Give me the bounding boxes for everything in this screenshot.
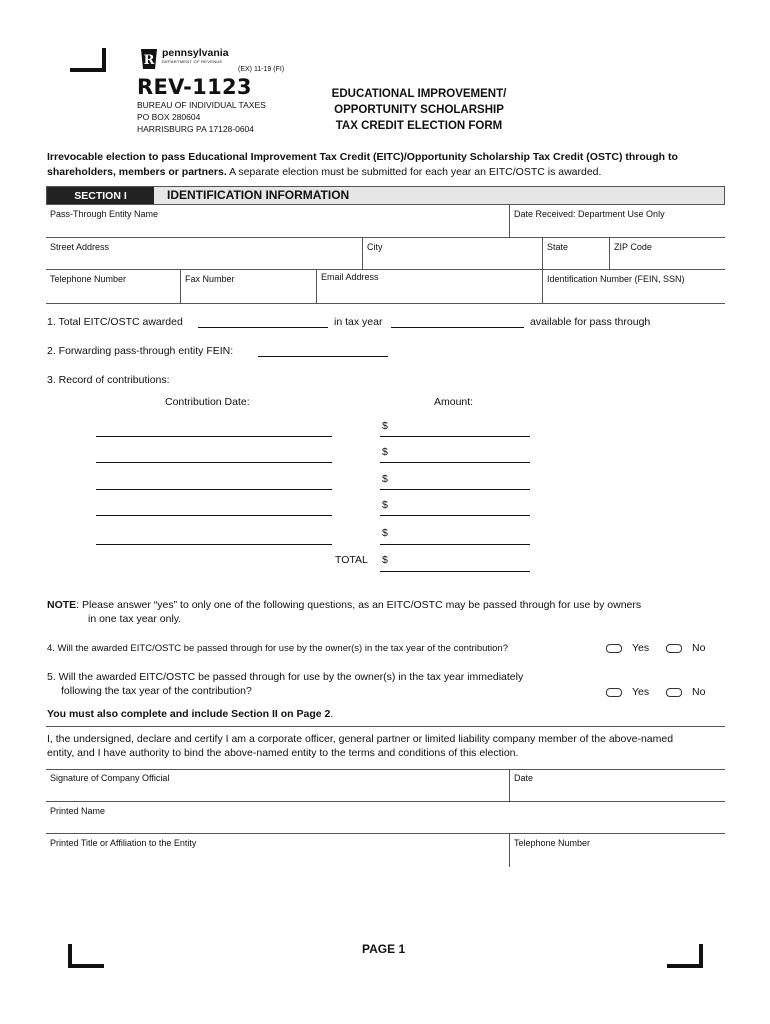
crop-mark-bottom-right [667,944,703,968]
intro-normal: A separate election must be submitted for each year an EITC/OSTC is awarded. [226,166,602,178]
q4-no-option[interactable] [666,642,705,654]
street-address-field[interactable] [46,238,362,269]
state-field[interactable] [542,238,609,269]
note-text-2: in one tax year only. [88,613,182,625]
q1-amount-input[interactable] [198,327,328,328]
q5-no-option[interactable] [666,686,705,698]
dollar-sign: $ [382,499,388,511]
signature-row [46,769,725,802]
page-number: PAGE 1 [362,942,406,956]
date-received-field [509,205,725,237]
q1-end: available for pass through [530,316,651,328]
form-title-line: OPPORTUNITY SCHOLARSHIP [334,104,504,116]
contribution-date-input[interactable] [96,436,332,437]
total-label: TOTAL [335,554,368,566]
field-label: Telephone Number [514,838,591,848]
field-label: ZIP Code [614,242,652,252]
dollar-sign: $ [382,420,388,432]
q5-line2: following the tax year of the contribution? [61,685,252,697]
dollar-sign: $ [382,473,388,485]
certify-line2: entity, and I have authority to bind the above-named entity to the terms and conditions of this election. [47,747,519,759]
amount-header: Amount: [434,396,474,408]
contribution-date-input[interactable] [96,544,332,545]
id-row-1 [46,205,725,238]
total-amount-input[interactable] [380,571,530,572]
field-label: Printed Title or Affiliation to the Entity [50,838,197,848]
option-label: No [692,686,706,698]
intro-text [47,150,727,180]
contribution-amount-input[interactable] [380,544,530,545]
field-label: Email Address [321,272,379,282]
bureau-address [137,99,266,135]
signature-field[interactable] [46,769,509,801]
field-label: City [367,242,383,252]
field-label: Date [514,773,534,783]
field-label: Printed Name [50,806,106,816]
telephone-field[interactable] [46,270,180,303]
address-line: PO BOX 280604 [137,112,201,122]
q1-mid: in tax year [334,316,383,328]
option-label: No [692,642,706,654]
address-line: HARRISBURG PA 17128-0604 [137,124,255,134]
certify-line1: I, the undersigned, declare and certify I am a corporate officer, general partner or limited liability company member of the above-named [47,733,674,745]
address-line: BUREAU OF INDIVIDUAL TAXES [137,100,266,110]
radio-icon[interactable] [606,688,622,697]
entity-name-field[interactable] [46,205,509,237]
form-title [300,86,538,134]
q4-label: 4. Will the awarded EITC/OSTC be passed through for use by the owner(s) in the tax year of the contribution? [47,643,508,654]
radio-icon[interactable] [606,644,622,653]
printed-title-field[interactable] [46,834,509,867]
contribution-date-input[interactable] [96,462,332,463]
fax-field[interactable] [180,270,316,303]
radio-icon[interactable] [666,644,682,653]
email-field[interactable] [316,270,542,303]
must-complete-end: . [330,708,334,720]
form-title-line: TAX CREDIT ELECTION FORM [335,120,503,132]
option-label: Yes [632,686,650,698]
radio-icon[interactable] [666,688,682,697]
option-label: Yes [632,642,650,654]
id-number-field[interactable] [542,270,725,303]
field-label: State [547,242,569,252]
section-tag: SECTION I [47,187,154,204]
crop-mark-top-left [70,48,106,72]
field-label: Telephone Number [50,274,127,284]
form-number: REV-1123 [137,75,252,99]
intro-bold: Irrevocable election to pass Educational Improvement Tax Credit (EITC)/Opportunity Scholarship Tax Credit (OSTC) through to shareholders, members or partners. [47,151,678,178]
form-title-line: EDUCATIONAL IMPROVEMENT/ [331,88,507,100]
q3-label: 3. Record of contributions: [47,374,170,386]
logo-dept: DEPARTMENT OF REVENUE [162,59,223,64]
q1-label: 1. Total EITC/OSTC awarded [47,316,183,328]
pa-logo [140,48,229,70]
contribution-amount-input[interactable] [380,489,530,490]
contribution-date-header: Contribution Date: [165,396,250,408]
telephone-number-field[interactable] [509,834,725,867]
note-text: : Please answer “yes” to only one of the following questions, as an EITC/OSTC may be passed through for use by owners [76,599,642,611]
section-title: IDENTIFICATION INFORMATION [167,188,350,202]
contribution-date-input[interactable] [96,515,332,516]
contribution-amount-input[interactable] [380,462,530,463]
q5-line1: 5. Will the awarded EITC/OSTC be passed through for use by the owner(s) in the tax year immediately [47,671,524,683]
field-label: Street Address [50,242,110,252]
dollar-sign: $ [382,554,388,566]
must-complete-text [47,708,333,720]
printed-title-row [46,834,725,867]
must-complete-main: You must also complete and include Section II on Page 2 [47,708,331,720]
contribution-amount-input[interactable] [380,515,530,516]
id-row-2 [46,238,725,270]
note [47,599,737,611]
field-label: Fax Number [185,274,235,284]
id-row-3 [46,270,725,304]
q4-yes-option[interactable] [606,642,649,654]
printed-name-field[interactable] [46,802,725,833]
crop-mark-bottom-left [68,944,104,968]
contribution-amount-input[interactable] [380,436,530,437]
q1-tax-year-input[interactable] [391,327,524,328]
field-label: Date Received: Department Use Only [514,209,665,219]
contribution-date-input[interactable] [96,489,332,490]
svg-text:R: R [143,53,155,68]
date-field[interactable] [509,769,725,801]
q5-yes-option[interactable] [606,686,649,698]
divider [46,726,725,727]
zip-field[interactable] [609,238,725,269]
q2-label: 2. Forwarding pass-through entity FEIN: [47,345,234,357]
form-code: (EX) 11-19 (FI) [238,66,285,73]
dollar-sign: $ [382,446,388,458]
printed-name-row [46,802,725,834]
field-label: Pass-Through Entity Name [50,209,159,219]
section-1-header [46,186,725,205]
note-prefix: NOTE [47,599,77,611]
q2-fein-input[interactable] [258,356,388,357]
logo-name: pennsylvania [162,47,229,59]
keystone-icon [140,48,158,70]
field-label: Signature of Company Official [50,773,170,783]
field-label: Identification Number (FEIN, SSN) [547,274,685,284]
city-field[interactable] [362,238,542,269]
dollar-sign: $ [382,527,388,539]
